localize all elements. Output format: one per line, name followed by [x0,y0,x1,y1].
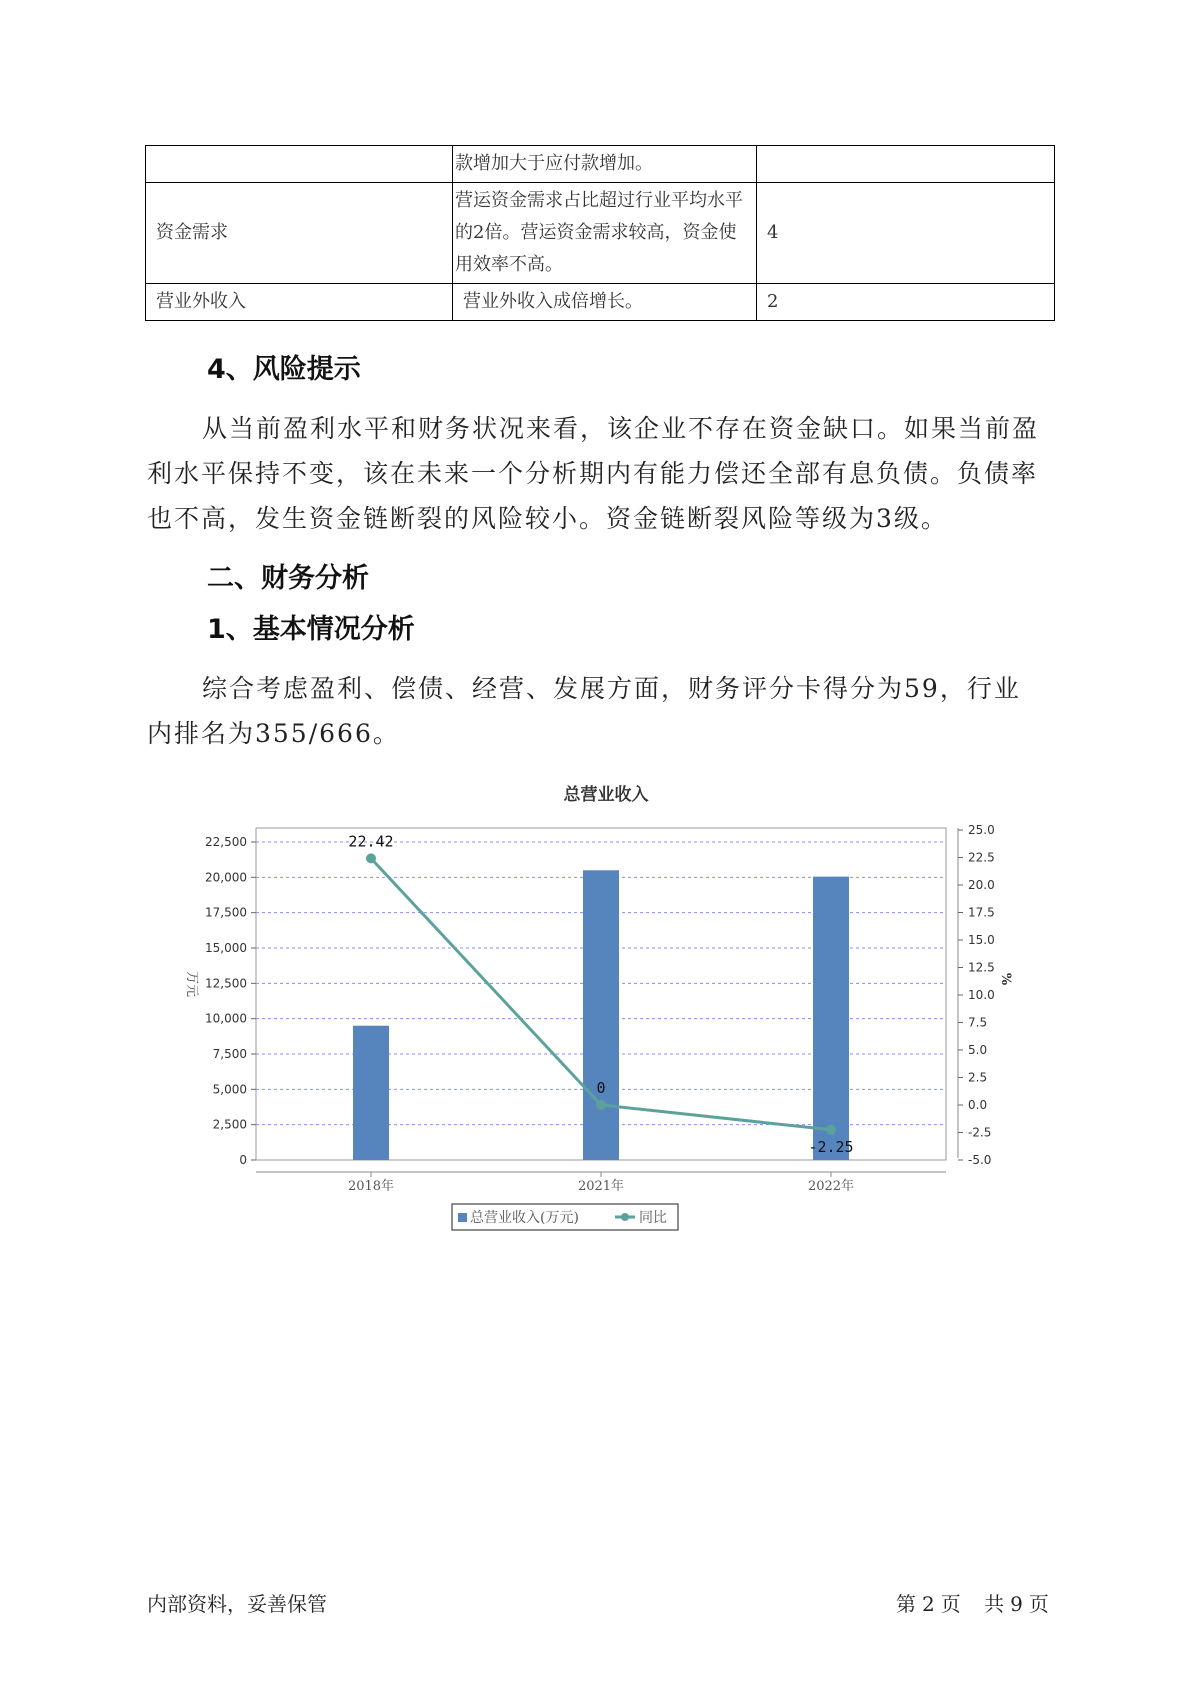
table-row [146,183,1055,284]
y2-tick-label: 15.0 [968,933,995,947]
chart-title: 总营业收入 [563,785,649,805]
y2-tick-label: 0.0 [968,1098,988,1112]
risk-paragraph: 从当前盈利水平和财务状况来看，该企业不存在资金缺口。如果当前盈利水平保持不变，该在未来一个分析期内有能力偿还全部有息负债。负债率也不高，发生资金链断裂的风险较小。资金链断裂风险等级为3级。 [147,414,1040,533]
finance-heading: 二、财务分析 [207,563,369,594]
y2-tick-label: 10.0 [968,988,995,1002]
y2-tick-label: -5.0 [968,1153,992,1167]
legend-label-yoy: 同比 [639,1210,667,1226]
y2-tick-label: -2.5 [968,1125,992,1140]
table-cell-item [146,146,453,183]
y-tick-label: 17,500 [205,905,247,920]
y-tick-label: 12,500 [205,976,247,991]
y-tick-label: 15,000 [205,941,247,955]
x-tick-label: 2022年 [807,1179,855,1194]
y-tick-label: 10,000 [205,1011,247,1026]
x-tick-label: 2021年 [577,1179,625,1194]
total-number: 9 [1010,1592,1023,1616]
page-unit: 页 [940,1592,961,1616]
line-point [366,853,376,863]
page-prefix: 第 [896,1592,916,1616]
y2-axis-label: % [998,972,1013,986]
table-cell-item: 营业外收入 [146,284,453,321]
revenue-chart [170,780,1030,1240]
y-tick-label: 20,000 [205,870,247,885]
table-cell-score [757,146,1055,183]
y2-tick-label: 20.0 [968,878,995,892]
y-tick-label: 0 [239,1153,247,1167]
y2-tick-label: 17.5 [968,905,995,920]
bar [353,1026,389,1160]
legend-swatch-bar [458,1213,467,1222]
table-cell-desc: 营业外收入成倍增长。 [453,284,757,321]
table-cell-item: 资金需求 [146,183,453,284]
table-cell-desc: 营运资金需求占比超过行业平均水平的2倍。营运资金需求较高，资金使用效率不高。 [453,183,757,284]
revenue-chart-svg [170,780,1030,1240]
legend-label-revenue: 总营业收入(万元) [470,1210,579,1226]
footer-pagination [893,1588,1052,1617]
line-point [826,1125,836,1135]
line-point [596,1100,606,1110]
table-cell-score: 4 [757,183,1055,284]
legend-swatch-point [621,1213,629,1221]
data-label: 22.42 [348,832,394,851]
basic-heading: 1、基本情况分析 [207,614,415,645]
total-unit: 页 [1028,1592,1049,1616]
total-prefix: 共 [984,1592,1005,1616]
y-tick-label: 5,000 [212,1082,247,1097]
risk-table [145,145,1055,321]
x-tick-label: 2018年 [347,1179,395,1194]
y2-tick-label: 12.5 [968,960,995,975]
table-row [146,146,1055,183]
y2-tick-label: 2.5 [968,1070,988,1085]
y2-tick-label: 25.0 [968,823,995,837]
y2-tick-label: 5.0 [968,1043,988,1057]
y2-tick-label: 22.5 [968,850,995,865]
y-tick-label: 22,500 [205,835,247,849]
y-tick-label: 2,500 [212,1117,247,1132]
footer-confidential: 内部资料，妥善保管 [147,1592,327,1616]
data-label: -2.25 [808,1137,854,1156]
table-cell-score: 2 [757,284,1055,321]
y2-tick-label: 7.5 [968,1015,988,1030]
y-axis-label: 万元 [184,970,199,998]
risk-heading: 4、风险提示 [207,354,361,385]
table-row [146,284,1055,321]
table-cell-desc: 款增加大于应付款增加。 [453,146,757,183]
page-number: 2 [922,1592,935,1616]
bar [583,870,619,1160]
bar [813,877,849,1160]
basic-paragraph: 综合考虑盈利、偿债、经营、发展方面，财务评分卡得分为59，行业内排名为355/666。 [147,674,1021,748]
data-label: 0 [596,1079,606,1097]
y-tick-label: 7,500 [212,1047,247,1061]
